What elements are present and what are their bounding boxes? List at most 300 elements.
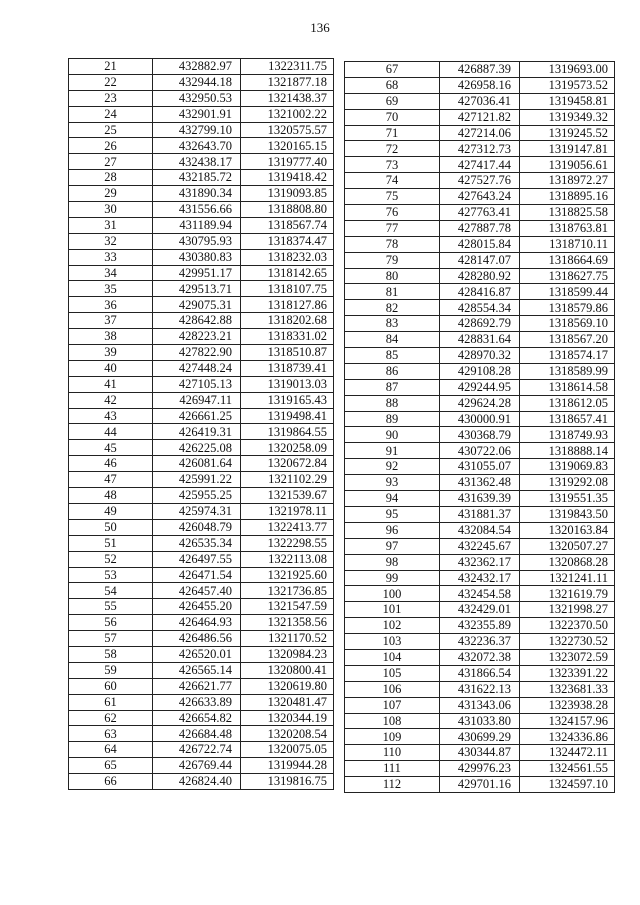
point-number-cell: 53 — [69, 567, 153, 583]
point-number-cell: 41 — [69, 376, 153, 392]
point-number-cell: 36 — [69, 297, 153, 313]
point-number-cell: 66 — [69, 774, 153, 790]
x-coordinate-cell: 432950.53 — [153, 90, 241, 106]
y-coordinate-cell: 1321998.27 — [520, 602, 615, 618]
y-coordinate-cell: 1321978.11 — [241, 503, 334, 519]
x-coordinate-cell: 432245.67 — [440, 538, 520, 554]
x-coordinate-cell: 431556.66 — [153, 202, 241, 218]
point-number-cell: 70 — [345, 109, 440, 125]
x-coordinate-cell: 431189.94 — [153, 217, 241, 233]
table-row — [69, 202, 334, 218]
point-number-cell: 96 — [345, 522, 440, 538]
table-row — [69, 186, 334, 202]
x-coordinate-cell: 429108.28 — [440, 363, 520, 379]
x-coordinate-cell: 426887.39 — [440, 62, 520, 78]
y-coordinate-cell: 1324157.96 — [520, 713, 615, 729]
table-row — [345, 141, 615, 157]
y-coordinate-cell: 1318599.44 — [520, 284, 615, 300]
point-number-cell: 37 — [69, 313, 153, 329]
x-coordinate-cell: 428147.07 — [440, 252, 520, 268]
point-number-cell: 103 — [345, 634, 440, 650]
coordinates-table-left — [68, 58, 334, 790]
table-row — [69, 74, 334, 90]
x-coordinate-cell: 431343.06 — [440, 697, 520, 713]
y-coordinate-cell: 1319418.42 — [241, 170, 334, 186]
y-coordinate-cell: 1320868.28 — [520, 554, 615, 570]
point-number-cell: 85 — [345, 348, 440, 364]
y-coordinate-cell: 1321002.22 — [241, 106, 334, 122]
x-coordinate-cell: 430380.83 — [153, 249, 241, 265]
y-coordinate-cell: 1318888.14 — [520, 443, 615, 459]
point-number-cell: 93 — [345, 475, 440, 491]
y-coordinate-cell: 1322311.75 — [241, 59, 334, 75]
table-row — [345, 618, 615, 634]
x-coordinate-cell: 431362.48 — [440, 475, 520, 491]
table-row — [69, 297, 334, 313]
table-row — [69, 472, 334, 488]
x-coordinate-cell: 432944.18 — [153, 74, 241, 90]
y-coordinate-cell: 1319292.08 — [520, 475, 615, 491]
table-row — [69, 313, 334, 329]
x-coordinate-cell: 428416.87 — [440, 284, 520, 300]
point-number-cell: 23 — [69, 90, 153, 106]
point-number-cell: 44 — [69, 424, 153, 440]
x-coordinate-cell: 427527.76 — [440, 173, 520, 189]
table-row — [345, 459, 615, 475]
y-coordinate-cell: 1321241.11 — [520, 570, 615, 586]
x-coordinate-cell: 427312.73 — [440, 141, 520, 157]
x-coordinate-cell: 426471.54 — [153, 567, 241, 583]
point-number-cell: 39 — [69, 345, 153, 361]
point-number-cell: 48 — [69, 488, 153, 504]
table-row — [69, 646, 334, 662]
table-row — [69, 503, 334, 519]
x-coordinate-cell: 432643.70 — [153, 138, 241, 154]
y-coordinate-cell: 1319245.52 — [520, 125, 615, 141]
point-number-cell: 65 — [69, 758, 153, 774]
y-coordinate-cell: 1321358.56 — [241, 615, 334, 631]
y-coordinate-cell: 1321170.52 — [241, 631, 334, 647]
y-coordinate-cell: 1319777.40 — [241, 154, 334, 170]
table-row — [69, 583, 334, 599]
point-number-cell: 59 — [69, 662, 153, 678]
y-coordinate-cell: 1320481.47 — [241, 694, 334, 710]
y-coordinate-cell: 1318749.93 — [520, 427, 615, 443]
table-row — [345, 236, 615, 252]
table-row — [69, 281, 334, 297]
point-number-cell: 82 — [345, 300, 440, 316]
x-coordinate-cell: 426486.56 — [153, 631, 241, 647]
table-row — [345, 522, 615, 538]
y-coordinate-cell: 1323391.22 — [520, 665, 615, 681]
y-coordinate-cell: 1318825.58 — [520, 205, 615, 221]
point-number-cell: 107 — [345, 697, 440, 713]
y-coordinate-cell: 1318589.99 — [520, 363, 615, 379]
point-number-cell: 72 — [345, 141, 440, 157]
x-coordinate-cell: 426633.89 — [153, 694, 241, 710]
y-coordinate-cell: 1318739.41 — [241, 360, 334, 376]
x-coordinate-cell: 429244.95 — [440, 379, 520, 395]
y-coordinate-cell: 1320507.27 — [520, 538, 615, 554]
table-row — [69, 170, 334, 186]
table-row — [345, 777, 615, 793]
y-coordinate-cell: 1323938.28 — [520, 697, 615, 713]
y-coordinate-cell: 1319816.75 — [241, 774, 334, 790]
table-row — [69, 567, 334, 583]
table-row — [69, 710, 334, 726]
y-coordinate-cell: 1320344.19 — [241, 710, 334, 726]
y-coordinate-cell: 1319693.00 — [520, 62, 615, 78]
x-coordinate-cell: 427763.41 — [440, 205, 520, 221]
y-coordinate-cell: 1318569.10 — [520, 316, 615, 332]
x-coordinate-cell: 431639.39 — [440, 491, 520, 507]
point-number-cell: 110 — [345, 745, 440, 761]
point-number-cell: 60 — [69, 678, 153, 694]
y-coordinate-cell: 1319069.83 — [520, 459, 615, 475]
point-number-cell: 99 — [345, 570, 440, 586]
x-coordinate-cell: 432236.37 — [440, 634, 520, 650]
x-coordinate-cell: 432882.97 — [153, 59, 241, 75]
point-number-cell: 21 — [69, 59, 153, 75]
x-coordinate-cell: 426081.64 — [153, 456, 241, 472]
y-coordinate-cell: 1321547.59 — [241, 599, 334, 615]
table-row — [345, 729, 615, 745]
x-coordinate-cell: 427417.44 — [440, 157, 520, 173]
point-number-cell: 111 — [345, 761, 440, 777]
x-coordinate-cell: 426958.16 — [440, 77, 520, 93]
table-row — [345, 681, 615, 697]
y-coordinate-cell: 1318127.86 — [241, 297, 334, 313]
x-coordinate-cell: 432072.38 — [440, 649, 520, 665]
table-row — [69, 90, 334, 106]
y-coordinate-cell: 1319843.50 — [520, 506, 615, 522]
table-row — [69, 615, 334, 631]
table-row — [345, 348, 615, 364]
y-coordinate-cell: 1320208.54 — [241, 726, 334, 742]
table-row — [69, 408, 334, 424]
y-coordinate-cell: 1322413.77 — [241, 519, 334, 535]
point-number-cell: 89 — [345, 411, 440, 427]
x-coordinate-cell: 426769.44 — [153, 758, 241, 774]
table-row — [345, 506, 615, 522]
y-coordinate-cell: 1319573.52 — [520, 77, 615, 93]
y-coordinate-cell: 1322370.50 — [520, 618, 615, 634]
x-coordinate-cell: 426824.40 — [153, 774, 241, 790]
table-row — [69, 599, 334, 615]
table-row — [345, 252, 615, 268]
table-row — [69, 59, 334, 75]
y-coordinate-cell: 1321102.29 — [241, 472, 334, 488]
y-coordinate-cell: 1318567.74 — [241, 217, 334, 233]
table-row — [69, 519, 334, 535]
table-row — [345, 475, 615, 491]
table-row — [345, 745, 615, 761]
point-number-cell: 45 — [69, 440, 153, 456]
y-coordinate-cell: 1324472.11 — [520, 745, 615, 761]
point-number-cell: 71 — [345, 125, 440, 141]
x-coordinate-cell: 427105.13 — [153, 376, 241, 392]
x-coordinate-cell: 427822.90 — [153, 345, 241, 361]
table-row — [345, 634, 615, 650]
x-coordinate-cell: 432432.17 — [440, 570, 520, 586]
x-coordinate-cell: 431055.07 — [440, 459, 520, 475]
y-coordinate-cell: 1319349.32 — [520, 109, 615, 125]
x-coordinate-cell: 432185.72 — [153, 170, 241, 186]
table-row — [345, 761, 615, 777]
coordinates-table-right — [344, 61, 615, 793]
x-coordinate-cell: 426535.34 — [153, 535, 241, 551]
x-coordinate-cell: 426048.79 — [153, 519, 241, 535]
y-coordinate-cell: 1319551.35 — [520, 491, 615, 507]
y-coordinate-cell: 1320165.15 — [241, 138, 334, 154]
x-coordinate-cell: 428831.64 — [440, 332, 520, 348]
x-coordinate-cell: 427036.41 — [440, 93, 520, 109]
table-row — [345, 157, 615, 173]
x-coordinate-cell: 432084.54 — [440, 522, 520, 538]
x-coordinate-cell: 426684.48 — [153, 726, 241, 742]
y-coordinate-cell: 1321619.79 — [520, 586, 615, 602]
point-number-cell: 97 — [345, 538, 440, 554]
x-coordinate-cell: 426520.01 — [153, 646, 241, 662]
y-coordinate-cell: 1320163.84 — [520, 522, 615, 538]
table-row — [69, 662, 334, 678]
x-coordinate-cell: 427448.24 — [153, 360, 241, 376]
table-row — [69, 440, 334, 456]
point-number-cell: 57 — [69, 631, 153, 647]
point-number-cell: 50 — [69, 519, 153, 535]
y-coordinate-cell: 1320619.80 — [241, 678, 334, 694]
x-coordinate-cell: 432355.89 — [440, 618, 520, 634]
table-row — [69, 678, 334, 694]
y-coordinate-cell: 1318567.20 — [520, 332, 615, 348]
y-coordinate-cell: 1321877.18 — [241, 74, 334, 90]
x-coordinate-cell: 426947.11 — [153, 392, 241, 408]
point-number-cell: 67 — [345, 62, 440, 78]
table-row — [345, 220, 615, 236]
x-coordinate-cell: 429075.31 — [153, 297, 241, 313]
y-coordinate-cell: 1321925.60 — [241, 567, 334, 583]
x-coordinate-cell: 426455.20 — [153, 599, 241, 615]
table-row — [69, 424, 334, 440]
point-number-cell: 81 — [345, 284, 440, 300]
table-row — [345, 62, 615, 78]
x-coordinate-cell: 432799.10 — [153, 122, 241, 138]
table-row — [69, 217, 334, 233]
y-coordinate-cell: 1321438.37 — [241, 90, 334, 106]
x-coordinate-cell: 428642.88 — [153, 313, 241, 329]
y-coordinate-cell: 1319013.03 — [241, 376, 334, 392]
table-row — [69, 329, 334, 345]
point-number-cell: 100 — [345, 586, 440, 602]
point-number-cell: 92 — [345, 459, 440, 475]
point-number-cell: 31 — [69, 217, 153, 233]
point-number-cell: 108 — [345, 713, 440, 729]
point-number-cell: 105 — [345, 665, 440, 681]
point-number-cell: 87 — [345, 379, 440, 395]
point-number-cell: 52 — [69, 551, 153, 567]
point-number-cell: 30 — [69, 202, 153, 218]
point-number-cell: 91 — [345, 443, 440, 459]
table-row — [345, 77, 615, 93]
point-number-cell: 55 — [69, 599, 153, 615]
table-row — [345, 189, 615, 205]
point-number-cell: 27 — [69, 154, 153, 170]
point-number-cell: 42 — [69, 392, 153, 408]
table-row — [345, 586, 615, 602]
x-coordinate-cell: 428970.32 — [440, 348, 520, 364]
table-row — [69, 233, 334, 249]
point-number-cell: 49 — [69, 503, 153, 519]
table-row — [69, 392, 334, 408]
point-number-cell: 98 — [345, 554, 440, 570]
x-coordinate-cell: 425991.22 — [153, 472, 241, 488]
table-row — [345, 713, 615, 729]
x-coordinate-cell: 426722.74 — [153, 742, 241, 758]
point-number-cell: 62 — [69, 710, 153, 726]
x-coordinate-cell: 431881.37 — [440, 506, 520, 522]
x-coordinate-cell: 431890.34 — [153, 186, 241, 202]
y-coordinate-cell: 1318202.68 — [241, 313, 334, 329]
x-coordinate-cell: 426654.82 — [153, 710, 241, 726]
y-coordinate-cell: 1318763.81 — [520, 220, 615, 236]
y-coordinate-cell: 1318612.05 — [520, 395, 615, 411]
y-coordinate-cell: 1324597.10 — [520, 777, 615, 793]
table-row — [345, 332, 615, 348]
table-row — [345, 411, 615, 427]
point-number-cell: 58 — [69, 646, 153, 662]
x-coordinate-cell: 427121.82 — [440, 109, 520, 125]
x-coordinate-cell: 432901.91 — [153, 106, 241, 122]
y-coordinate-cell: 1319944.28 — [241, 758, 334, 774]
x-coordinate-cell: 427887.78 — [440, 220, 520, 236]
y-coordinate-cell: 1318614.58 — [520, 379, 615, 395]
table-row — [69, 106, 334, 122]
table-row — [69, 360, 334, 376]
point-number-cell: 61 — [69, 694, 153, 710]
x-coordinate-cell: 425974.31 — [153, 503, 241, 519]
x-coordinate-cell: 431866.54 — [440, 665, 520, 681]
x-coordinate-cell: 430344.87 — [440, 745, 520, 761]
table-row — [69, 631, 334, 647]
y-coordinate-cell: 1318710.11 — [520, 236, 615, 252]
point-number-cell: 40 — [69, 360, 153, 376]
point-number-cell: 35 — [69, 281, 153, 297]
table-row — [345, 316, 615, 332]
table-row — [69, 551, 334, 567]
x-coordinate-cell: 432362.17 — [440, 554, 520, 570]
x-coordinate-cell: 430000.91 — [440, 411, 520, 427]
point-number-cell: 78 — [345, 236, 440, 252]
point-number-cell: 32 — [69, 233, 153, 249]
x-coordinate-cell: 427214.06 — [440, 125, 520, 141]
x-coordinate-cell: 430795.93 — [153, 233, 241, 249]
table-row — [345, 93, 615, 109]
table-row — [69, 488, 334, 504]
y-coordinate-cell: 1322730.52 — [520, 634, 615, 650]
point-number-cell: 63 — [69, 726, 153, 742]
table-row — [69, 122, 334, 138]
x-coordinate-cell: 426419.31 — [153, 424, 241, 440]
point-number-cell: 83 — [345, 316, 440, 332]
x-coordinate-cell: 428015.84 — [440, 236, 520, 252]
point-number-cell: 74 — [345, 173, 440, 189]
x-coordinate-cell: 428692.79 — [440, 316, 520, 332]
point-number-cell: 94 — [345, 491, 440, 507]
y-coordinate-cell: 1321736.85 — [241, 583, 334, 599]
y-coordinate-cell: 1320575.57 — [241, 122, 334, 138]
table-row — [69, 138, 334, 154]
table-row — [345, 363, 615, 379]
page-number: 136 — [310, 20, 330, 35]
x-coordinate-cell: 431622.13 — [440, 681, 520, 697]
table-row — [69, 694, 334, 710]
point-number-cell: 80 — [345, 268, 440, 284]
table-row — [345, 649, 615, 665]
point-number-cell: 28 — [69, 170, 153, 186]
point-number-cell: 109 — [345, 729, 440, 745]
y-coordinate-cell: 1319093.85 — [241, 186, 334, 202]
x-coordinate-cell: 429701.16 — [440, 777, 520, 793]
table-row — [345, 125, 615, 141]
point-number-cell: 102 — [345, 618, 440, 634]
y-coordinate-cell: 1319056.61 — [520, 157, 615, 173]
point-number-cell: 112 — [345, 777, 440, 793]
y-coordinate-cell: 1321539.67 — [241, 488, 334, 504]
x-coordinate-cell: 429951.17 — [153, 265, 241, 281]
point-number-cell: 43 — [69, 408, 153, 424]
x-coordinate-cell: 430699.29 — [440, 729, 520, 745]
y-coordinate-cell: 1318232.03 — [241, 249, 334, 265]
point-number-cell: 29 — [69, 186, 153, 202]
point-number-cell: 69 — [345, 93, 440, 109]
y-coordinate-cell: 1318972.27 — [520, 173, 615, 189]
point-number-cell: 79 — [345, 252, 440, 268]
x-coordinate-cell: 428223.21 — [153, 329, 241, 345]
y-coordinate-cell: 1318510.87 — [241, 345, 334, 361]
table-row — [69, 726, 334, 742]
point-number-cell: 46 — [69, 456, 153, 472]
table-row — [69, 345, 334, 361]
point-number-cell: 77 — [345, 220, 440, 236]
table-row — [345, 697, 615, 713]
y-coordinate-cell: 1318331.02 — [241, 329, 334, 345]
y-coordinate-cell: 1318574.17 — [520, 348, 615, 364]
x-coordinate-cell: 429976.23 — [440, 761, 520, 777]
table-row — [69, 376, 334, 392]
table-row — [345, 300, 615, 316]
x-coordinate-cell: 426621.77 — [153, 678, 241, 694]
y-coordinate-cell: 1318374.47 — [241, 233, 334, 249]
table-row — [345, 602, 615, 618]
table-row — [345, 443, 615, 459]
point-number-cell: 24 — [69, 106, 153, 122]
y-coordinate-cell: 1318808.80 — [241, 202, 334, 218]
table-row — [345, 268, 615, 284]
point-number-cell: 75 — [345, 189, 440, 205]
y-coordinate-cell: 1320672.84 — [241, 456, 334, 472]
point-number-cell: 84 — [345, 332, 440, 348]
x-coordinate-cell: 432438.17 — [153, 154, 241, 170]
y-coordinate-cell: 1324561.55 — [520, 761, 615, 777]
x-coordinate-cell: 429624.28 — [440, 395, 520, 411]
point-number-cell: 90 — [345, 427, 440, 443]
table-row — [345, 395, 615, 411]
point-number-cell: 34 — [69, 265, 153, 281]
table-row — [345, 570, 615, 586]
x-coordinate-cell: 428554.34 — [440, 300, 520, 316]
x-coordinate-cell: 428280.92 — [440, 268, 520, 284]
x-coordinate-cell: 426457.40 — [153, 583, 241, 599]
